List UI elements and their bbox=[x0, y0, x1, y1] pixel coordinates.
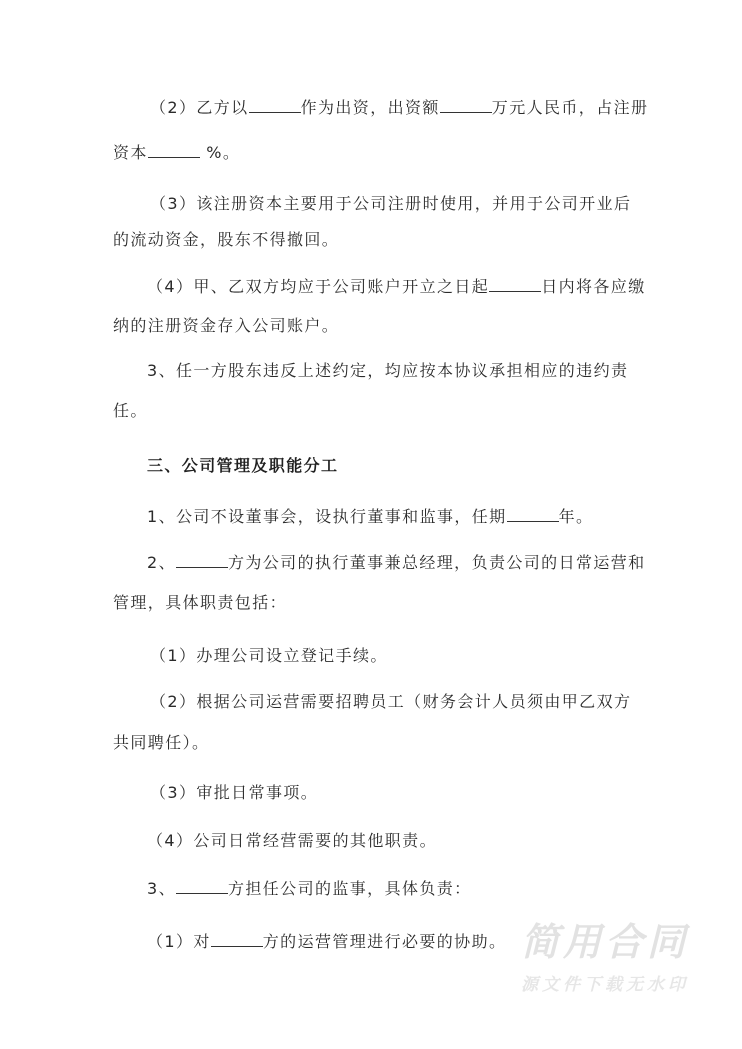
watermark-title: 简用合同 bbox=[520, 920, 689, 964]
text: 年。 bbox=[558, 507, 594, 526]
paragraph-line: 3、任一方股东违反上述约定，均应按本协议承担相应的违约责 bbox=[147, 361, 629, 380]
sub-list-item bbox=[147, 932, 506, 952]
fill-in-blank[interactable] bbox=[249, 98, 301, 113]
list-item bbox=[147, 553, 646, 573]
text: 方的运营管理进行必要的协助。 bbox=[262, 932, 507, 951]
sub-list-item-continuation: 共同聘任）。 bbox=[113, 733, 210, 752]
paragraph-line: 纳的注册资金存入公司账户。 bbox=[113, 316, 340, 335]
paragraph-line: 任。 bbox=[113, 401, 148, 420]
text: （2）乙方以 bbox=[150, 98, 249, 117]
fill-in-blank[interactable] bbox=[440, 98, 492, 113]
text: 作为出资，出资额 bbox=[300, 98, 440, 117]
fill-in-blank[interactable] bbox=[507, 507, 559, 522]
paragraph-line bbox=[113, 143, 240, 163]
text: %。 bbox=[199, 143, 241, 162]
text: 日内将各应缴 bbox=[541, 277, 646, 296]
text: 1、公司不设董事会，设执行董事和监事，任期 bbox=[147, 507, 507, 526]
fill-in-blank[interactable] bbox=[176, 879, 228, 894]
list-item bbox=[147, 507, 593, 527]
text: （1）对 bbox=[147, 932, 211, 951]
text: 方担任公司的监事，具体负责： bbox=[227, 879, 472, 898]
text: 万元人民币，占注册 bbox=[491, 98, 649, 117]
paragraph-line: （3）该注册资本主要用于公司注册时使用，并用于公司开业后 bbox=[150, 194, 632, 213]
paragraph-line: 的流动资金，股东不得撤回。 bbox=[113, 230, 340, 249]
text: 3、 bbox=[147, 879, 176, 898]
text: 资本 bbox=[113, 143, 148, 162]
text: 方为公司的执行董事兼总经理，负责公司的日常运营和 bbox=[227, 553, 646, 572]
paragraph-line bbox=[150, 98, 648, 118]
text: （4）甲、乙双方均应于公司账户开立之日起 bbox=[147, 277, 490, 296]
list-item bbox=[147, 879, 472, 899]
sub-list-item: （4）公司日常经营需要的其他职责。 bbox=[147, 831, 437, 850]
fill-in-blank[interactable] bbox=[148, 143, 200, 158]
watermark-subtitle: 源文件下载无水印 bbox=[521, 975, 689, 995]
paragraph-line bbox=[147, 277, 646, 297]
fill-in-blank[interactable] bbox=[489, 277, 541, 292]
sub-list-item: （1）办理公司设立登记手续。 bbox=[150, 646, 388, 665]
text: 2、 bbox=[147, 553, 176, 572]
fill-in-blank[interactable] bbox=[176, 553, 228, 568]
sub-list-item: （2）根据公司运营需要招聘员工（财务会计人员须由甲乙双方 bbox=[150, 692, 632, 711]
fill-in-blank[interactable] bbox=[211, 932, 263, 947]
watermark bbox=[515, 920, 695, 996]
sub-list-item: （3）审批日常事项。 bbox=[150, 783, 319, 802]
list-item-continuation: 管理，具体职责包括： bbox=[113, 593, 288, 612]
section-heading: 三、公司管理及职能分工 bbox=[147, 456, 339, 475]
